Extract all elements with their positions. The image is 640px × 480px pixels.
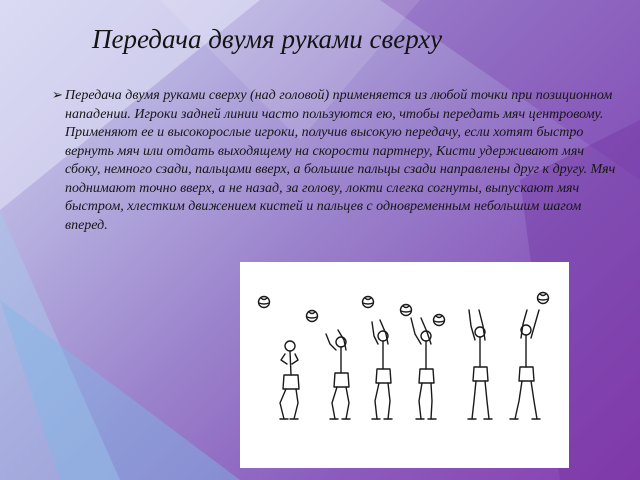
figure-frame-5 [434, 310, 493, 419]
paragraph: Передача двумя руками сверху (над головой) применяется из любой точки при позиционном нападении. Игроки задней линии часто пользуются ею, чтобы передать мяч центровому. Применяют ее и высокорослые игроки, получив высокую передачу, если хотят быстро вернуть мяч или отдать выходящему на скорости партнеру, Кисти удерживают мяч сбоку, немного сзади, пальцами вверх, а большие пальцы сзади направлены друг к другу. Мяч поднимают точно вверх, а не назад, за голову, локти слегка согнуты, выпускают мяч быстром, хлестким движением кистей и пальцев с одновременным небольшим шагом вперед. [65, 88, 616, 233]
page-title: Передача двумя руками сверху [92, 24, 443, 54]
figure-frame-6 [510, 293, 549, 420]
figure-frame-2 [307, 311, 351, 420]
body-text [52, 87, 618, 235]
bullet-arrow-icon: ➢ [52, 88, 63, 103]
volleyball-overhead-pass-sequence-icon [240, 262, 569, 468]
figure-frame-1 [259, 297, 300, 420]
figure-frame-4 [401, 305, 437, 420]
figure-frame-3 [363, 297, 393, 420]
illustration-volleyball-pass [240, 262, 569, 468]
